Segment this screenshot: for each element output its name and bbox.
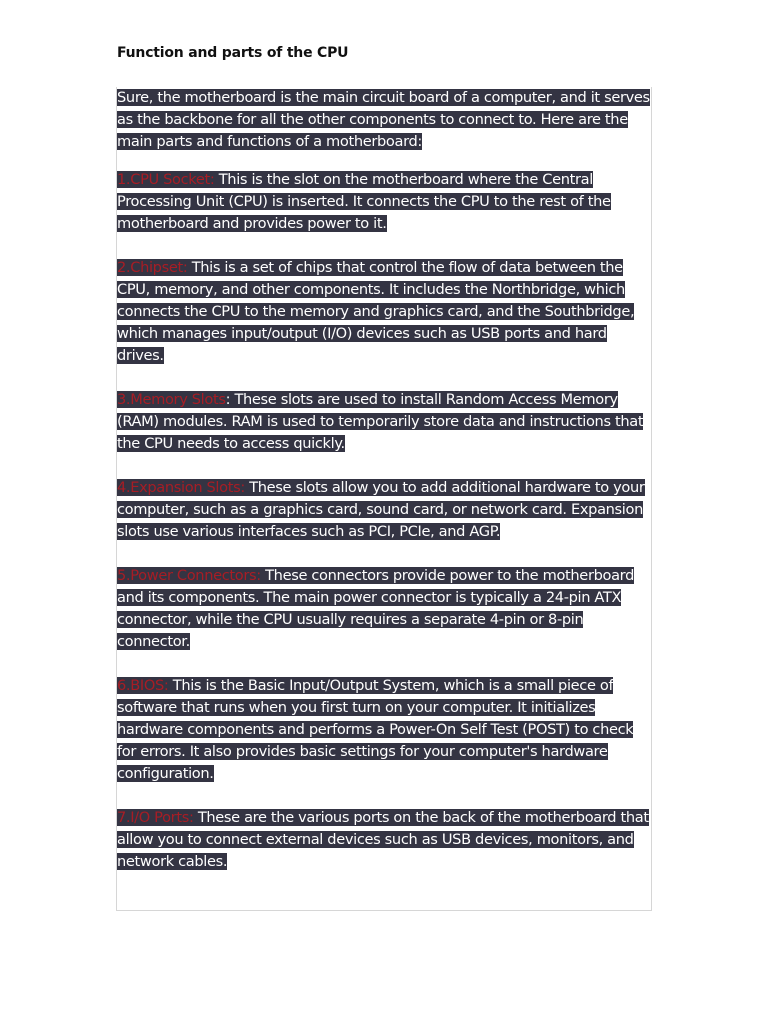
part-paragraph-bios[interactable]: [117, 675, 651, 785]
part-paragraph-power-connectors[interactable]: [117, 565, 651, 653]
part-description-expansion-slots: These slots allow you to add additional hardware to your computer, such as a graphics card, sound card, or network card. Expansion slots use various interfaces such as PCI, PCIe, and AGP.: [117, 479, 645, 540]
part-term-expansion-slots: 4.Expansion Slots:: [117, 479, 245, 496]
part-term-bios: 6.BIOS:: [117, 677, 169, 694]
part-highlight: [117, 809, 649, 870]
part-description-chipset: This is a set of chips that control the flow of data between the CPU, memory, and other components. It includes the Northbridge, which connects the CPU to the memory and graphics card, and the Southbridge, which manages input/output (I/O) devices such as USB ports and hard drives.: [117, 259, 635, 364]
part-term-io-ports: 7.I/O Ports:: [117, 809, 194, 826]
part-description-bios: This is the Basic Input/Output System, which is a small piece of software that runs when you first turn on your computer. It initializes hardware components and performs a Power-On Self Test (POST) to check for errors. It also provides basic settings for your computer's hardware configuration.: [117, 677, 634, 782]
part-description-cpu-socket: This is the slot on the motherboard where the Central Processing Unit (CPU) is inserted. It connects the CPU to the rest of the motherboard and provides power to it.: [117, 171, 611, 232]
part-description-io-ports: These are the various ports on the back of the motherboard that allow you to connect external devices such as USB devices, monitors, and network cables.: [117, 809, 649, 870]
intro-text: Sure, the motherboard is the main circuit board of a computer, and it serves as the backbone for all the other components to connect to. Here are the main parts and functions of a motherboard:: [117, 89, 650, 150]
part-term-chipset: 2.Chipset:: [117, 259, 188, 276]
document-title: Function and parts of the CPU: [117, 45, 349, 61]
part-term-memory-slots: 3.Memory Slots: [117, 391, 226, 408]
part-description-memory-slots: : These slots are used to install Random Access Memory (RAM) modules. RAM is used to temporarily store data and instructions that the CPU needs to access quickly.: [117, 391, 644, 452]
part-term-cpu-socket: 1.CPU Socket:: [117, 171, 215, 188]
part-paragraph-io-ports[interactable]: [117, 807, 651, 873]
part-paragraph-cpu-socket[interactable]: [117, 169, 651, 235]
part-paragraph-chipset[interactable]: [117, 257, 651, 367]
content-area[interactable]: [116, 87, 652, 911]
part-paragraph-memory-slots[interactable]: [117, 389, 651, 455]
intro-paragraph[interactable]: [117, 87, 651, 153]
part-highlight: [117, 479, 645, 540]
part-highlight: [117, 171, 611, 232]
content-text[interactable]: [117, 87, 651, 873]
part-description-power-connectors: These connectors provide power to the motherboard and its components. The main power connector is typically a 24-pin ATX connector, while the CPU usually requires a separate 4-pin or 8-pin connector.: [117, 567, 634, 650]
part-term-power-connectors: 5.Power Connectors:: [117, 567, 261, 584]
part-highlight: [117, 567, 634, 650]
part-paragraph-expansion-slots[interactable]: [117, 477, 651, 543]
part-highlight: [117, 259, 634, 364]
part-highlight: [117, 391, 643, 452]
part-highlight: [117, 677, 633, 782]
